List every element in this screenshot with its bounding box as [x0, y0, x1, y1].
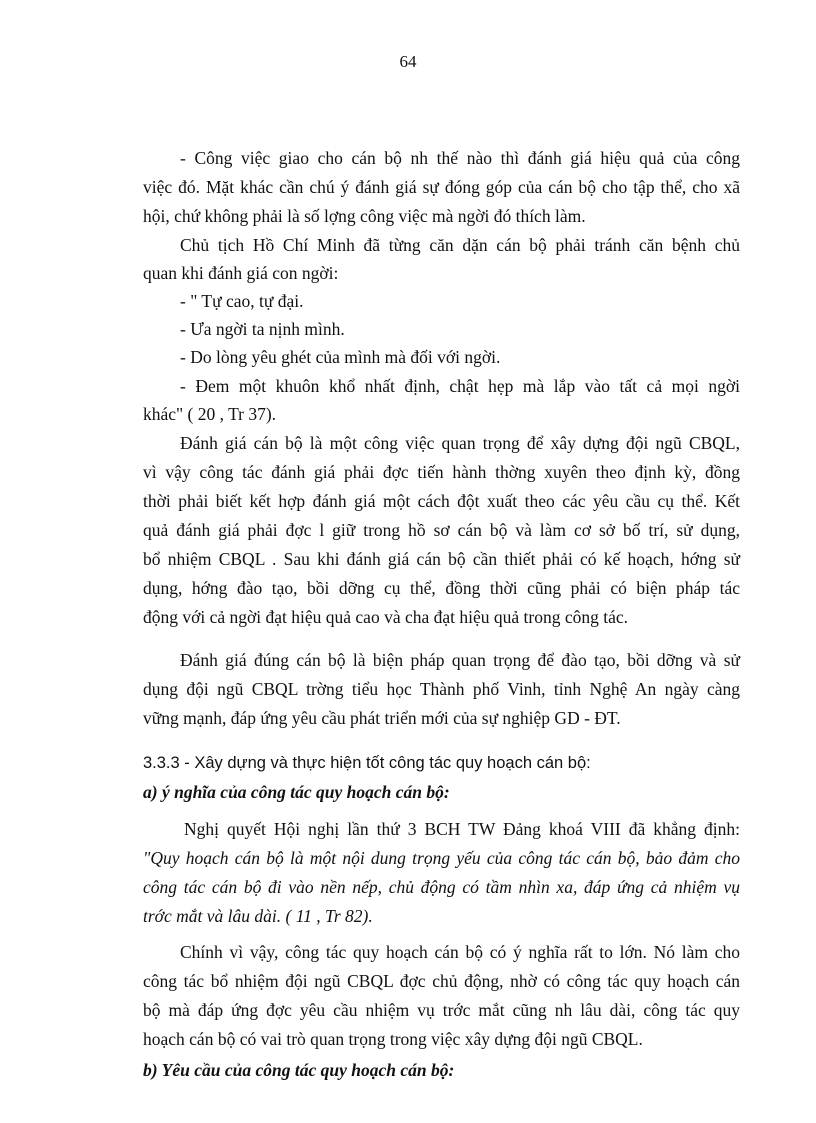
- text-line: - Đem một khuôn khổ nhất định, chật hẹp mà lắp vào tất cả mọi ngời: [180, 376, 740, 396]
- text-line: bổ nhiệm CBQL . Sau khi đánh giá cán bộ cần thiết phải có kế hoạch, hớng sử: [143, 549, 740, 569]
- text-line: - Do lòng yêu ghét của mình mà đối với ngời.: [180, 347, 501, 367]
- text-line: hội, chứ không phải là số lợng công việc mà ngời đó thích làm.: [143, 206, 586, 226]
- text-line: Đánh giá đúng cán bộ là biện pháp quan trọng để đào tạo, bồi dỡng và sử: [180, 650, 740, 670]
- text-line: vì vậy công tác đánh giá phải đợc tiến hành thờng xuyên theo định kỳ, đồng: [143, 462, 740, 482]
- text-line: hoạch cán bộ có vai trò quan trọng trong việc xây dựng đội ngũ CBQL.: [143, 1029, 643, 1049]
- text-line: công tác bổ nhiệm đội ngũ CBQL đợc chủ động, nhờ có công tác quy hoạch cán: [143, 971, 740, 991]
- text-line: dụng, hớng đào tạo, bồi dỡng cụ thể, đồng thời cũng phải có biện pháp tác: [143, 578, 740, 598]
- text-line: vững mạnh, đáp ứng yêu cầu phát triển mới của sự nghiệp GD - ĐT.: [143, 708, 621, 728]
- text-line: Đánh giá cán bộ là một công việc quan trọng để xây dựng đội ngũ CBQL,: [180, 433, 740, 453]
- quote-line: "Quy hoạch cán bộ là một nội dung trọng yếu của công tác cán bộ, bảo đảm cho: [143, 848, 740, 868]
- text-line: Nghị quyết Hội nghị lần thứ 3 BCH TW Đảng khoá VIII đã khẳng định:: [184, 819, 740, 839]
- text-line: thời phải biết kết hợp đánh giá một cách đột xuất theo các yêu cầu cụ thể. Kết: [143, 491, 740, 511]
- section-heading: 3.3.3 - Xây dựng và thực hiện tốt công tác quy hoạch cán bộ:: [143, 754, 591, 772]
- text-line: Chủ tịch Hồ Chí Minh đã từng căn dặn cán bộ phải tránh căn bệnh chủ: [180, 235, 740, 255]
- quote-line: trớc mắt và lâu dài. ( 11 , Tr 82).: [143, 906, 373, 926]
- text-line: - Công việc giao cho cán bộ nh thế nào thì đánh giá hiệu quả của công: [180, 148, 740, 168]
- text-line: - Ưa ngời ta nịnh mình.: [180, 319, 345, 339]
- text-line: khác" ( 20 , Tr 37).: [143, 404, 277, 424]
- text-line: dụng đội ngũ CBQL trờng tiểu học Thành phố Vinh, tỉnh Nghệ An ngày càng: [143, 679, 740, 699]
- subsection-heading: b) Yêu cầu của công tác quy hoạch cán bộ:: [143, 1060, 455, 1080]
- text-line: Chính vì vậy, công tác quy hoạch cán bộ có ý nghĩa rất to lớn. Nó làm cho: [180, 942, 740, 962]
- text-line: - " Tự cao, tự đại.: [180, 291, 304, 311]
- text-line: việc đó. Mặt khác cần chú ý đánh giá sự đóng góp của cán bộ cho tập thể, cho xã: [143, 177, 740, 197]
- quote-line: công tác cán bộ đi vào nền nếp, chủ động có tầm nhìn xa, đáp ứng cả nhiệm vụ: [143, 877, 740, 897]
- text-line: quan khi đánh giá con ngời:: [143, 263, 339, 283]
- text-line: bộ mà đáp ứng đợc yêu cầu nhiệm vụ trớc mắt cũng nh lâu dài, công tác quy: [143, 1000, 740, 1020]
- subsection-heading: a) ý nghĩa của công tác quy hoạch cán bộ:: [143, 782, 450, 802]
- text-line: động với cả ngời đạt hiệu quả cao và cha đạt hiệu quả trong công tác.: [143, 607, 629, 627]
- text-line: quả đánh giá phải đợc l giữ trong hồ sơ cán bộ và làm cơ sở bố trí, sử dụng,: [143, 520, 740, 540]
- page-number: 64: [399, 52, 417, 71]
